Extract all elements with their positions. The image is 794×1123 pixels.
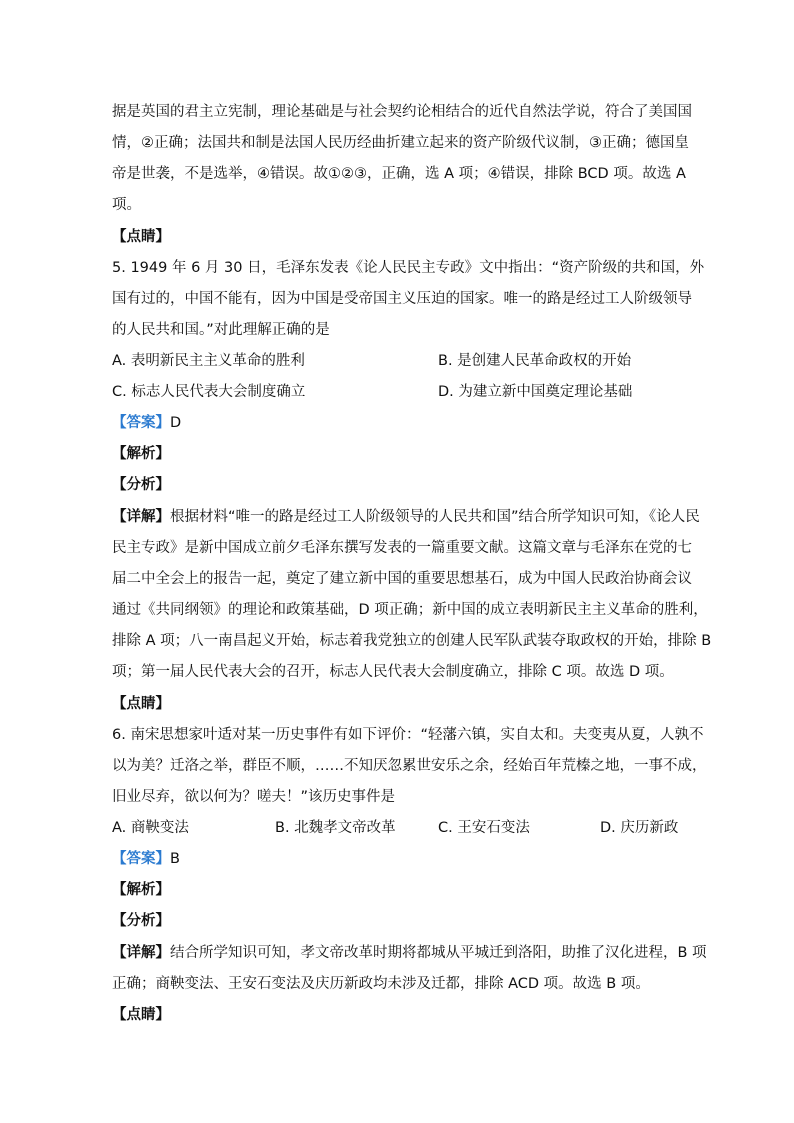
fenxi-heading: 【分析】 bbox=[112, 477, 170, 493]
q6-answer bbox=[112, 849, 180, 869]
dianjing-heading: 【点睛】 bbox=[112, 1007, 170, 1023]
answer-value: D bbox=[170, 415, 182, 431]
q5-option-c: C. 标志人民代表大会制度确立 bbox=[112, 384, 306, 400]
q5-detail-line: 项；第一届人民代表大会的召开，标志人民代表大会制度确立，排除 C 项。故选 D 项。 bbox=[112, 664, 674, 680]
q5-stem-line: 国有过的，中国不能有，因为中国是受帝国主义压迫的国家。唯一的路是经过工人阶级领导 bbox=[112, 291, 692, 307]
q6-option-a: A. 商鞅变法 bbox=[112, 820, 189, 836]
jiexi-heading: 【解析】 bbox=[112, 882, 170, 898]
q6-option-b: B. 北魏孝文帝改革 bbox=[275, 820, 396, 836]
detail-text: 结合所学知识可知，孝文帝改革时期将都城从平城迁到洛阳，助推了汉化进程，B 项 bbox=[170, 945, 707, 961]
q6-stem-line: 6. 南宋思想家叶适对某一历史事件有如下评价：“轻藩六镇，实自太和。夫变夷从夏，人孰不 bbox=[112, 727, 704, 743]
q5-option-b: B. 是创建人民革命政权的开始 bbox=[438, 353, 632, 369]
q5-detail-line: 排除 A 项；八一南昌起义开始，标志着我党独立的创建人民军队武装夺取政权的开始，排除 B bbox=[112, 633, 712, 649]
answer-tag: 【答案】 bbox=[112, 415, 170, 431]
jiexi-heading: 【解析】 bbox=[112, 446, 170, 462]
q6-option-c: C. 王安石变法 bbox=[438, 820, 530, 836]
q5-option-d: D. 为建立新中国奠定理论基础 bbox=[438, 384, 633, 400]
q5-detail-line bbox=[112, 507, 700, 527]
q6-stem-line: 旧业尽弃，欲以何为？嗟夫！”该历史事件是 bbox=[112, 789, 396, 805]
dianjing-heading: 【点睛】 bbox=[112, 696, 170, 712]
q6-option-d: D. 庆历新政 bbox=[600, 820, 679, 836]
text-line: 项。 bbox=[112, 197, 141, 213]
q5-detail-line: 民主专政》是新中国成立前夕毛泽东撰写发表的一篇重要文献。这篇文章与毛泽东在党的七 bbox=[112, 540, 692, 556]
answer-tag: 【答案】 bbox=[112, 851, 170, 867]
q5-option-a: A. 表明新民主主义革命的胜利 bbox=[112, 353, 305, 369]
q5-answer bbox=[112, 413, 181, 433]
dianjing-heading: 【点睛】 bbox=[112, 229, 170, 245]
text-line: 据是英国的君主立宪制，理论基础是与社会契约论相结合的近代自然法学说，符合了美国国 bbox=[112, 104, 692, 120]
q5-detail-line: 通过《共同纲领》的理论和政策基础，D 项正确；新中国的成立表明新民主主义革命的胜利， bbox=[112, 602, 708, 618]
q5-detail-line: 届二中全会上的报告一起，奠定了建立新中国的重要思想基石，成为中国人民政治协商会议 bbox=[112, 571, 692, 587]
q6-detail-line bbox=[112, 943, 707, 963]
q5-stem-line: 的人民共和国。”对此理解正确的是 bbox=[112, 322, 330, 338]
detail-text: 根据材料“唯一的路是经过工人阶级领导的人民共和国”结合所学知识可知，《论人民 bbox=[170, 509, 700, 525]
text-line: 帝是世袭，不是选举，④错误。故①②③，正确，选 A 项；④错误，排除 BCD 项。故选 A bbox=[112, 166, 686, 182]
fenxi-heading: 【分析】 bbox=[112, 913, 170, 929]
q5-stem-line: 5. 1949 年 6 月 30 日，毛泽东发表《论人民民主专政》文中指出：“资产阶级的共和国，外 bbox=[112, 260, 705, 276]
q6-stem-line: 以为美？迁洛之举，群臣不顺，……不知厌忽累世安乐之余，经始百年荒榛之地，一事不成， bbox=[112, 758, 707, 774]
xiangjie-tag: 【详解】 bbox=[112, 509, 170, 525]
answer-value: B bbox=[170, 851, 180, 867]
xiangjie-tag: 【详解】 bbox=[112, 945, 170, 961]
q6-detail-line: 正确；商鞅变法、王安石变法及庆历新政均未涉及迁都，排除 ACD 项。故选 B 项。 bbox=[112, 976, 650, 992]
text-line: 情，②正确；法国共和制是法国人民历经曲折建立起来的资产阶级代议制，③正确；德国皇 bbox=[112, 135, 689, 151]
